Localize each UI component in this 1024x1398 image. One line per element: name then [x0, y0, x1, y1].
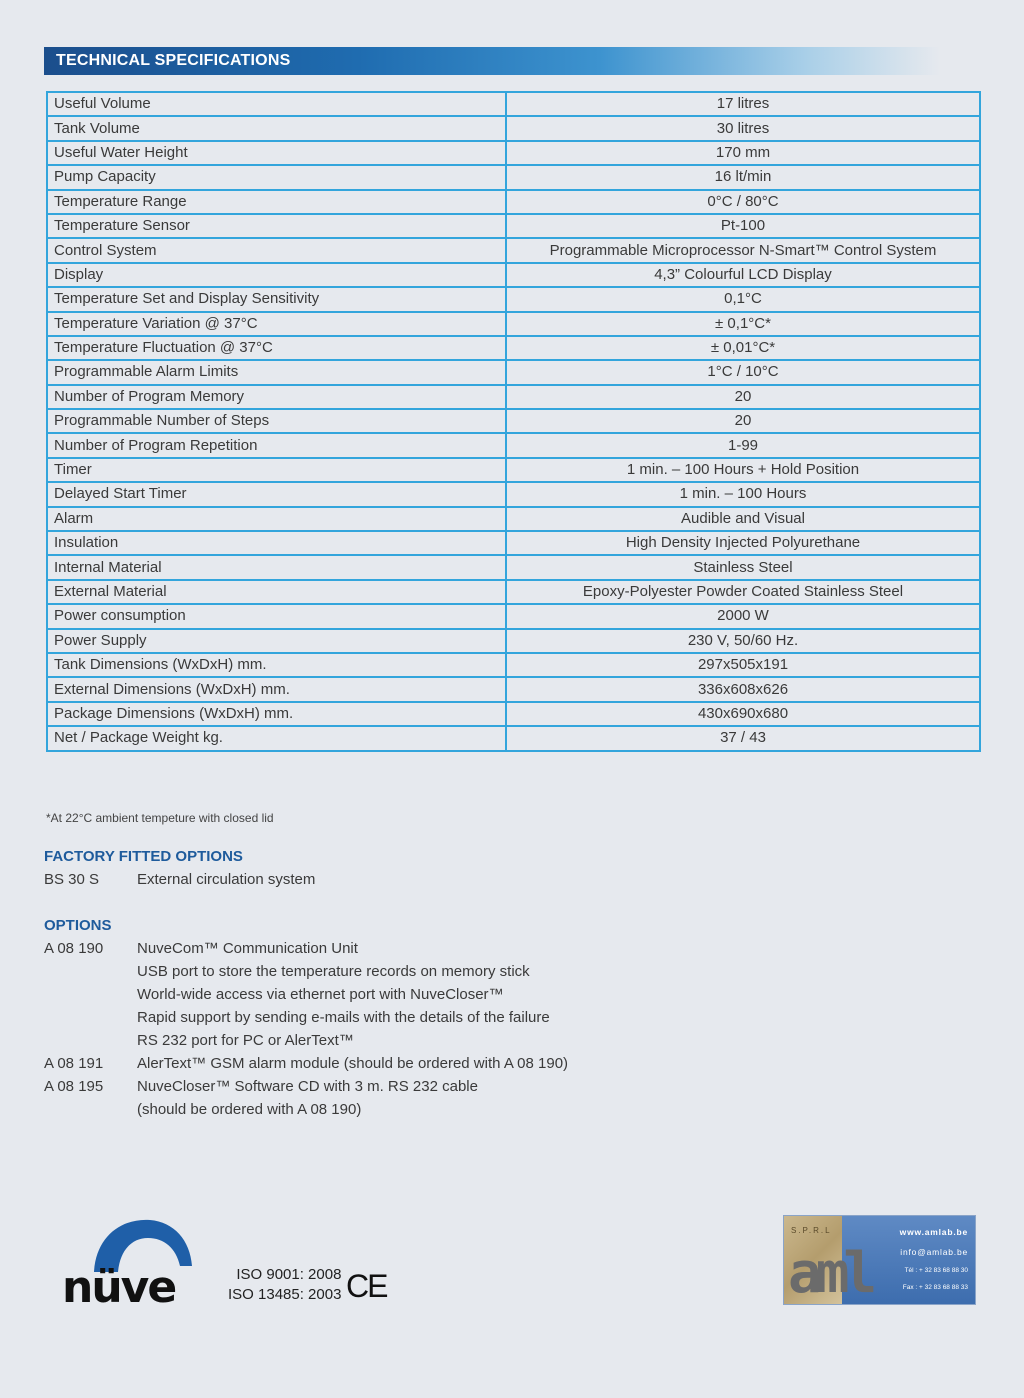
spec-value: 17 litres [506, 92, 980, 116]
spec-label: Delayed Start Timer [47, 482, 506, 506]
spec-value: 2000 W [506, 604, 980, 628]
spec-row [47, 580, 980, 604]
spec-row [47, 336, 980, 360]
aml-fax: Fax : + 32 83 68 88 33 [902, 1284, 968, 1291]
spec-label: Temperature Fluctuation @ 37°C [47, 336, 506, 360]
spec-row [47, 629, 980, 653]
option-description: External circulation system [137, 871, 316, 888]
iso-certifications [228, 1265, 341, 1305]
spec-label: Net / Package Weight kg. [47, 726, 506, 750]
spec-value: ± 0,01°C* [506, 336, 980, 360]
spec-row [47, 92, 980, 116]
spec-value: Audible and Visual [506, 507, 980, 531]
spec-label: Temperature Variation @ 37°C [47, 312, 506, 336]
spec-table [46, 91, 981, 752]
aml-website: www.amlab.be [899, 1227, 968, 1237]
spec-label: Display [47, 263, 506, 287]
spec-label: Insulation [47, 531, 506, 555]
spec-value: 20 [506, 409, 980, 433]
spec-row [47, 604, 980, 628]
spec-row [47, 677, 980, 701]
spec-label: Useful Water Height [47, 141, 506, 165]
nuve-logo [62, 1214, 198, 1306]
spec-value: 230 V, 50/60 Hz. [506, 629, 980, 653]
spec-label: External Dimensions (WxDxH) mm. [47, 677, 506, 701]
spec-label: External Material [47, 580, 506, 604]
spec-label: Number of Program Repetition [47, 433, 506, 457]
spec-label: Number of Program Memory [47, 385, 506, 409]
spec-row [47, 726, 980, 750]
spec-label: Control System [47, 238, 506, 262]
spec-value: 16 lt/min [506, 165, 980, 189]
footnote: *At 22°C ambient tempeture with closed lid [46, 811, 274, 825]
spec-value: ± 0,1°C* [506, 312, 980, 336]
spec-row [47, 238, 980, 262]
spec-label: Tank Dimensions (WxDxH) mm. [47, 653, 506, 677]
spec-row [47, 312, 980, 336]
spec-row [47, 702, 980, 726]
spec-row [47, 458, 980, 482]
spec-row [47, 287, 980, 311]
spec-label: Timer [47, 458, 506, 482]
spec-value: 0°C / 80°C [506, 190, 980, 214]
option-description: NuveCom™ Communication Unit [137, 940, 358, 957]
spec-row [47, 433, 980, 457]
section-banner [44, 47, 940, 75]
nuve-logo-text: nüve [62, 1262, 176, 1306]
spec-value: Epoxy-Polyester Powder Coated Stainless Steel [506, 580, 980, 604]
spec-value: 30 litres [506, 116, 980, 140]
option-description: (should be ordered with A 08 190) [137, 1101, 362, 1118]
spec-label: Pump Capacity [47, 165, 506, 189]
option-description: NuveCloser™ Software CD with 3 m. RS 232 cable [137, 1078, 478, 1095]
spec-value: 20 [506, 385, 980, 409]
spec-row [47, 653, 980, 677]
spec-row [47, 482, 980, 506]
spec-value: 4,3” Colourful LCD Display [506, 263, 980, 287]
spec-value: 430x690x680 [506, 702, 980, 726]
factory-options-title: FACTORY FITTED OPTIONS [44, 848, 243, 865]
spec-value: 0,1°C [506, 287, 980, 311]
spec-value: 336x608x626 [506, 677, 980, 701]
spec-value: 37 / 43 [506, 726, 980, 750]
spec-value: High Density Injected Polyurethane [506, 531, 980, 555]
option-description: Rapid support by sending e-mails with the details of the failure [137, 1009, 550, 1026]
option-description: USB port to store the temperature records on memory stick [137, 963, 530, 980]
option-description: RS 232 port for PC or AlerText™ [137, 1032, 354, 1049]
option-code: A 08 195 [44, 1078, 104, 1095]
spec-row [47, 190, 980, 214]
spec-value: 297x505x191 [506, 653, 980, 677]
option-code: BS 30 S [44, 871, 100, 888]
option-description: AlerText™ GSM alarm module (should be ordered with A 08 190) [137, 1055, 569, 1072]
spec-value: 1-99 [506, 433, 980, 457]
spec-row [47, 263, 980, 287]
spec-row [47, 385, 980, 409]
spec-value: Programmable Microprocessor N-Smart™ Control System [506, 238, 980, 262]
spec-label: Programmable Alarm Limits [47, 360, 506, 384]
options-title: OPTIONS [44, 917, 112, 934]
spec-label: Internal Material [47, 555, 506, 579]
spec-row [47, 531, 980, 555]
spec-row [47, 360, 980, 384]
option-code: A 08 190 [44, 940, 104, 957]
iso-9001: ISO 9001: 2008 [236, 1266, 342, 1283]
spec-row [47, 507, 980, 531]
aml-phone: Tél : + 32 83 68 88 30 [904, 1267, 968, 1274]
spec-value: 1 min. – 100 Hours + Hold Position [506, 458, 980, 482]
option-code: A 08 191 [44, 1055, 104, 1072]
page-title: TECHNICAL SPECIFICATIONS [56, 52, 291, 69]
iso-13485: ISO 13485: 2003 [228, 1286, 342, 1303]
spec-label: Temperature Set and Display Sensitivity [47, 287, 506, 311]
spec-value: Pt-100 [506, 214, 980, 238]
spec-label: Temperature Sensor [47, 214, 506, 238]
spec-row [47, 409, 980, 433]
aml-logo-letters: aml [788, 1241, 872, 1305]
spec-label: Temperature Range [47, 190, 506, 214]
spec-row [47, 141, 980, 165]
ce-mark: CE [346, 1268, 387, 1304]
spec-label: Alarm [47, 507, 506, 531]
spec-value: Stainless Steel [506, 555, 980, 579]
spec-row [47, 214, 980, 238]
aml-dealer-logo [783, 1215, 976, 1305]
spec-row [47, 165, 980, 189]
spec-label: Package Dimensions (WxDxH) mm. [47, 702, 506, 726]
aml-sprl: S.P.R.L [791, 1226, 832, 1235]
spec-value: 170 mm [506, 141, 980, 165]
spec-label: Tank Volume [47, 116, 506, 140]
spec-label: Power Supply [47, 629, 506, 653]
spec-value: 1°C / 10°C [506, 360, 980, 384]
spec-label: Useful Volume [47, 92, 506, 116]
option-description: World-wide access via ethernet port with NuveCloser™ [137, 986, 504, 1003]
spec-row [47, 116, 980, 140]
spec-label: Programmable Number of Steps [47, 409, 506, 433]
spec-value: 1 min. – 100 Hours [506, 482, 980, 506]
nuve-logo-dot [138, 1240, 158, 1260]
spec-row [47, 555, 980, 579]
aml-email: info@amlab.be [900, 1247, 968, 1257]
spec-label: Power consumption [47, 604, 506, 628]
